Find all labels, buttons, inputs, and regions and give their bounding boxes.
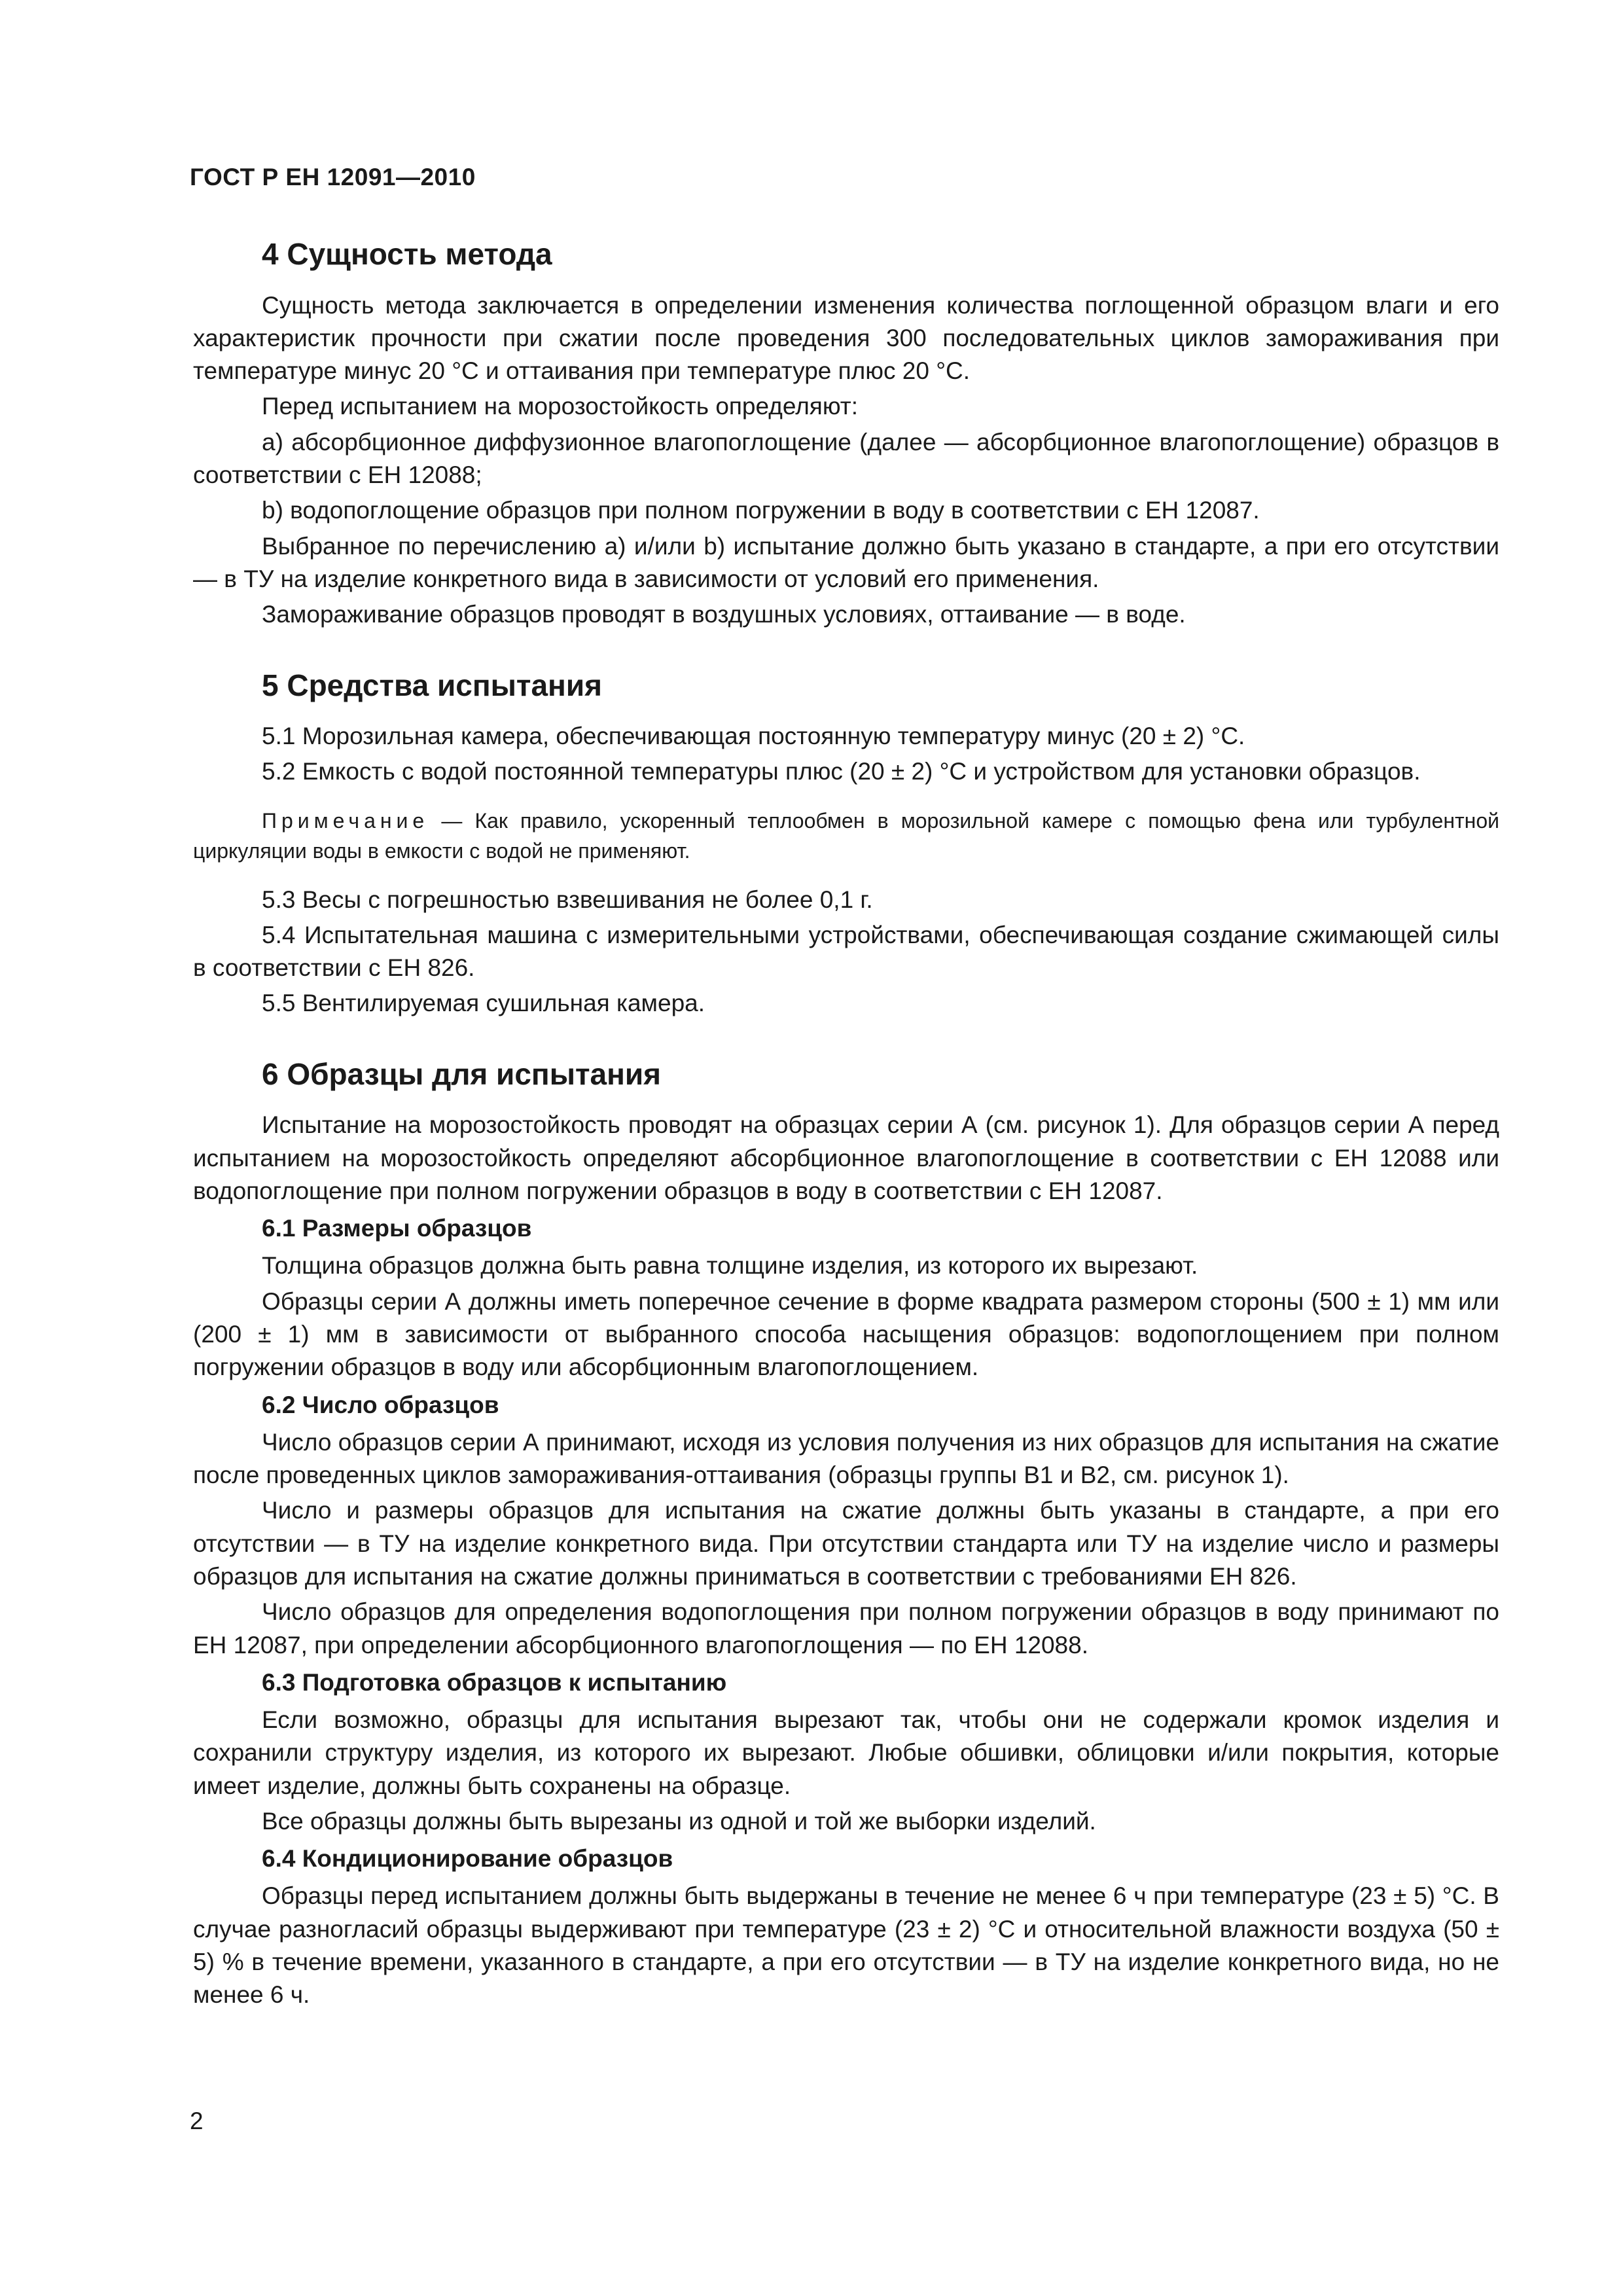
section-6-title: 6 Образцы для испытания: [262, 1056, 661, 1091]
paragraph: Образцы перед испытанием должны быть выдержаны в течение не менее 6 ч при температуре (23 ± 5) °С. В случае разногласий образцы выдерживают при температуре (23 ± 2) °С и относительной влажности воздуха (50 ± 5) % в течение времени, указанного в стандарте, а при его отсутствии — в ТУ на изделие конкретного вида, но не менее 6 ч.: [193, 1882, 1499, 2009]
subsection-6-2-title: 6.2 Число образцов: [262, 1391, 499, 1418]
subsection-6-3-title: 6.3 Подготовка образцов к испытанию: [262, 1668, 727, 1696]
paragraph: Испытание на морозостойкость проводят на образцах серии А (см. рисунок 1). Для образцов серии А перед испытанием на морозостойкость определяют абсорбционное влагопоглощение в соответствии с ЕН 12088 или водопоглощение при полном погружении образцов в воду в соответствии с ЕН 12087.: [193, 1111, 1499, 1204]
paragraph: Все образцы должны быть вырезаны из одной и той же выборки изделий.: [262, 1807, 1096, 1835]
list-item-a: а) абсорбционное диффузионное влагопоглощение (далее — абсорбционное влагопоглощение) образцов в соответствии с ЕН 12088;: [193, 428, 1499, 489]
paragraph: Число образцов для определения водопоглощения при полном погружении образцов в воду принимают по ЕН 12087, при определении абсорбционного влагопоглощения — по ЕН 12088.: [193, 1598, 1499, 1659]
section-4: [193, 236, 1499, 632]
clause-5-5: 5.5 Вентилируемая сушильная камера.: [262, 990, 705, 1017]
page-content: [193, 236, 1499, 2047]
section-5-title: 5 Средства испытания: [262, 668, 602, 702]
list-item-b: b) водопоглощение образцов при полном погружении в воду в соответствии с ЕН 12087.: [262, 497, 1260, 524]
clause-5-3: 5.3 Весы с погрешностью взвешивания не более 0,1 г.: [262, 886, 873, 913]
section-6: [193, 1056, 1499, 2012]
subsection-6-1-title: 6.1 Размеры образцов: [262, 1215, 532, 1242]
clause-5-2: 5.2 Емкость с водой постоянной температуры плюс (20 ± 2) °С и устройством для установки образцов.: [262, 758, 1421, 785]
paragraph: Сущность метода заключается в определении изменения количества поглощенной образцом влаги и его характеристик прочности при сжатии после проведения 300 последовательных циклов замораживания при температуре минус 20 °С и оттаивания при температуре плюс 20 °С.: [193, 291, 1499, 385]
paragraph: Число образцов серии А принимают, исходя из условия получения из них образцов для испытания на сжатие после проведенных циклов замораживания-оттаивания (образцы группы В1 и В2, см. рисунок 1).: [193, 1428, 1499, 1488]
paragraph: Число и размеры образцов для испытания на сжатие должны быть указаны в стандарте, а при его отсутствии — в ТУ на изделие конкретного вида. При отсутствии стандарта или ТУ на изделие число и размеры образцов для испытания на сжатие должны приниматься в соответствии с требованиями ЕН 826.: [193, 1497, 1499, 1590]
paragraph: Перед испытанием на морозостойкость определяют:: [262, 393, 858, 420]
document-header: ГОСТ Р ЕН 12091—2010: [190, 164, 476, 190]
note-label: Примечание: [262, 808, 429, 833]
paragraph: Толщина образцов должна быть равна толщине изделия, из которого их вырезают.: [262, 1252, 1198, 1280]
subsection-6-4-title: 6.4 Кондиционирование образцов: [262, 1845, 673, 1873]
page-number: 2: [190, 2108, 204, 2134]
section-5: [193, 667, 1499, 1020]
paragraph: Выбранное по перечислению а) и/или b) испытание должно быть указано в стандарте, а при его отсутствии — в ТУ на изделие конкретного вида в зависимости от условий его применения.: [193, 532, 1499, 592]
clause-5-4: 5.4 Испытательная машина с измерительными устройствами, обеспечивающая создание сжимающей силы в соответствии с ЕН 826.: [193, 921, 1499, 982]
paragraph: Замораживание образцов проводят в воздушных условиях, оттаивание — в воде.: [262, 601, 1186, 628]
clause-5-1: 5.1 Морозильная камера, обеспечивающая постоянную температуру минус (20 ± 2) °С.: [262, 723, 1245, 750]
note: [193, 806, 1499, 867]
paragraph: Образцы серии А должны иметь поперечное сечение в форме квадрата размером стороны (500 ± 1) мм или (200 ± 1) мм в зависимости от выбранного способа насыщения образцов: водопоглощением при полном погружении образцов в воду или абсорбционным влагопоглощением.: [193, 1287, 1499, 1381]
note-text: — Как правило, ускоренный теплообмен в морозильной камере с помощью фена или турбулентной циркуляции воды в емкости с водой не применяют.: [193, 808, 1499, 863]
paragraph: Если возможно, образцы для испытания вырезают так, чтобы они не содержали кромок изделия и сохранили структуру изделия, из которого их вырезают. Любые обшивки, облицовки и/или покрытия, которые имеет изделие, должны быть сохранены на образце.: [193, 1706, 1499, 1799]
section-4-title: 4 Сущность метода: [262, 237, 552, 271]
